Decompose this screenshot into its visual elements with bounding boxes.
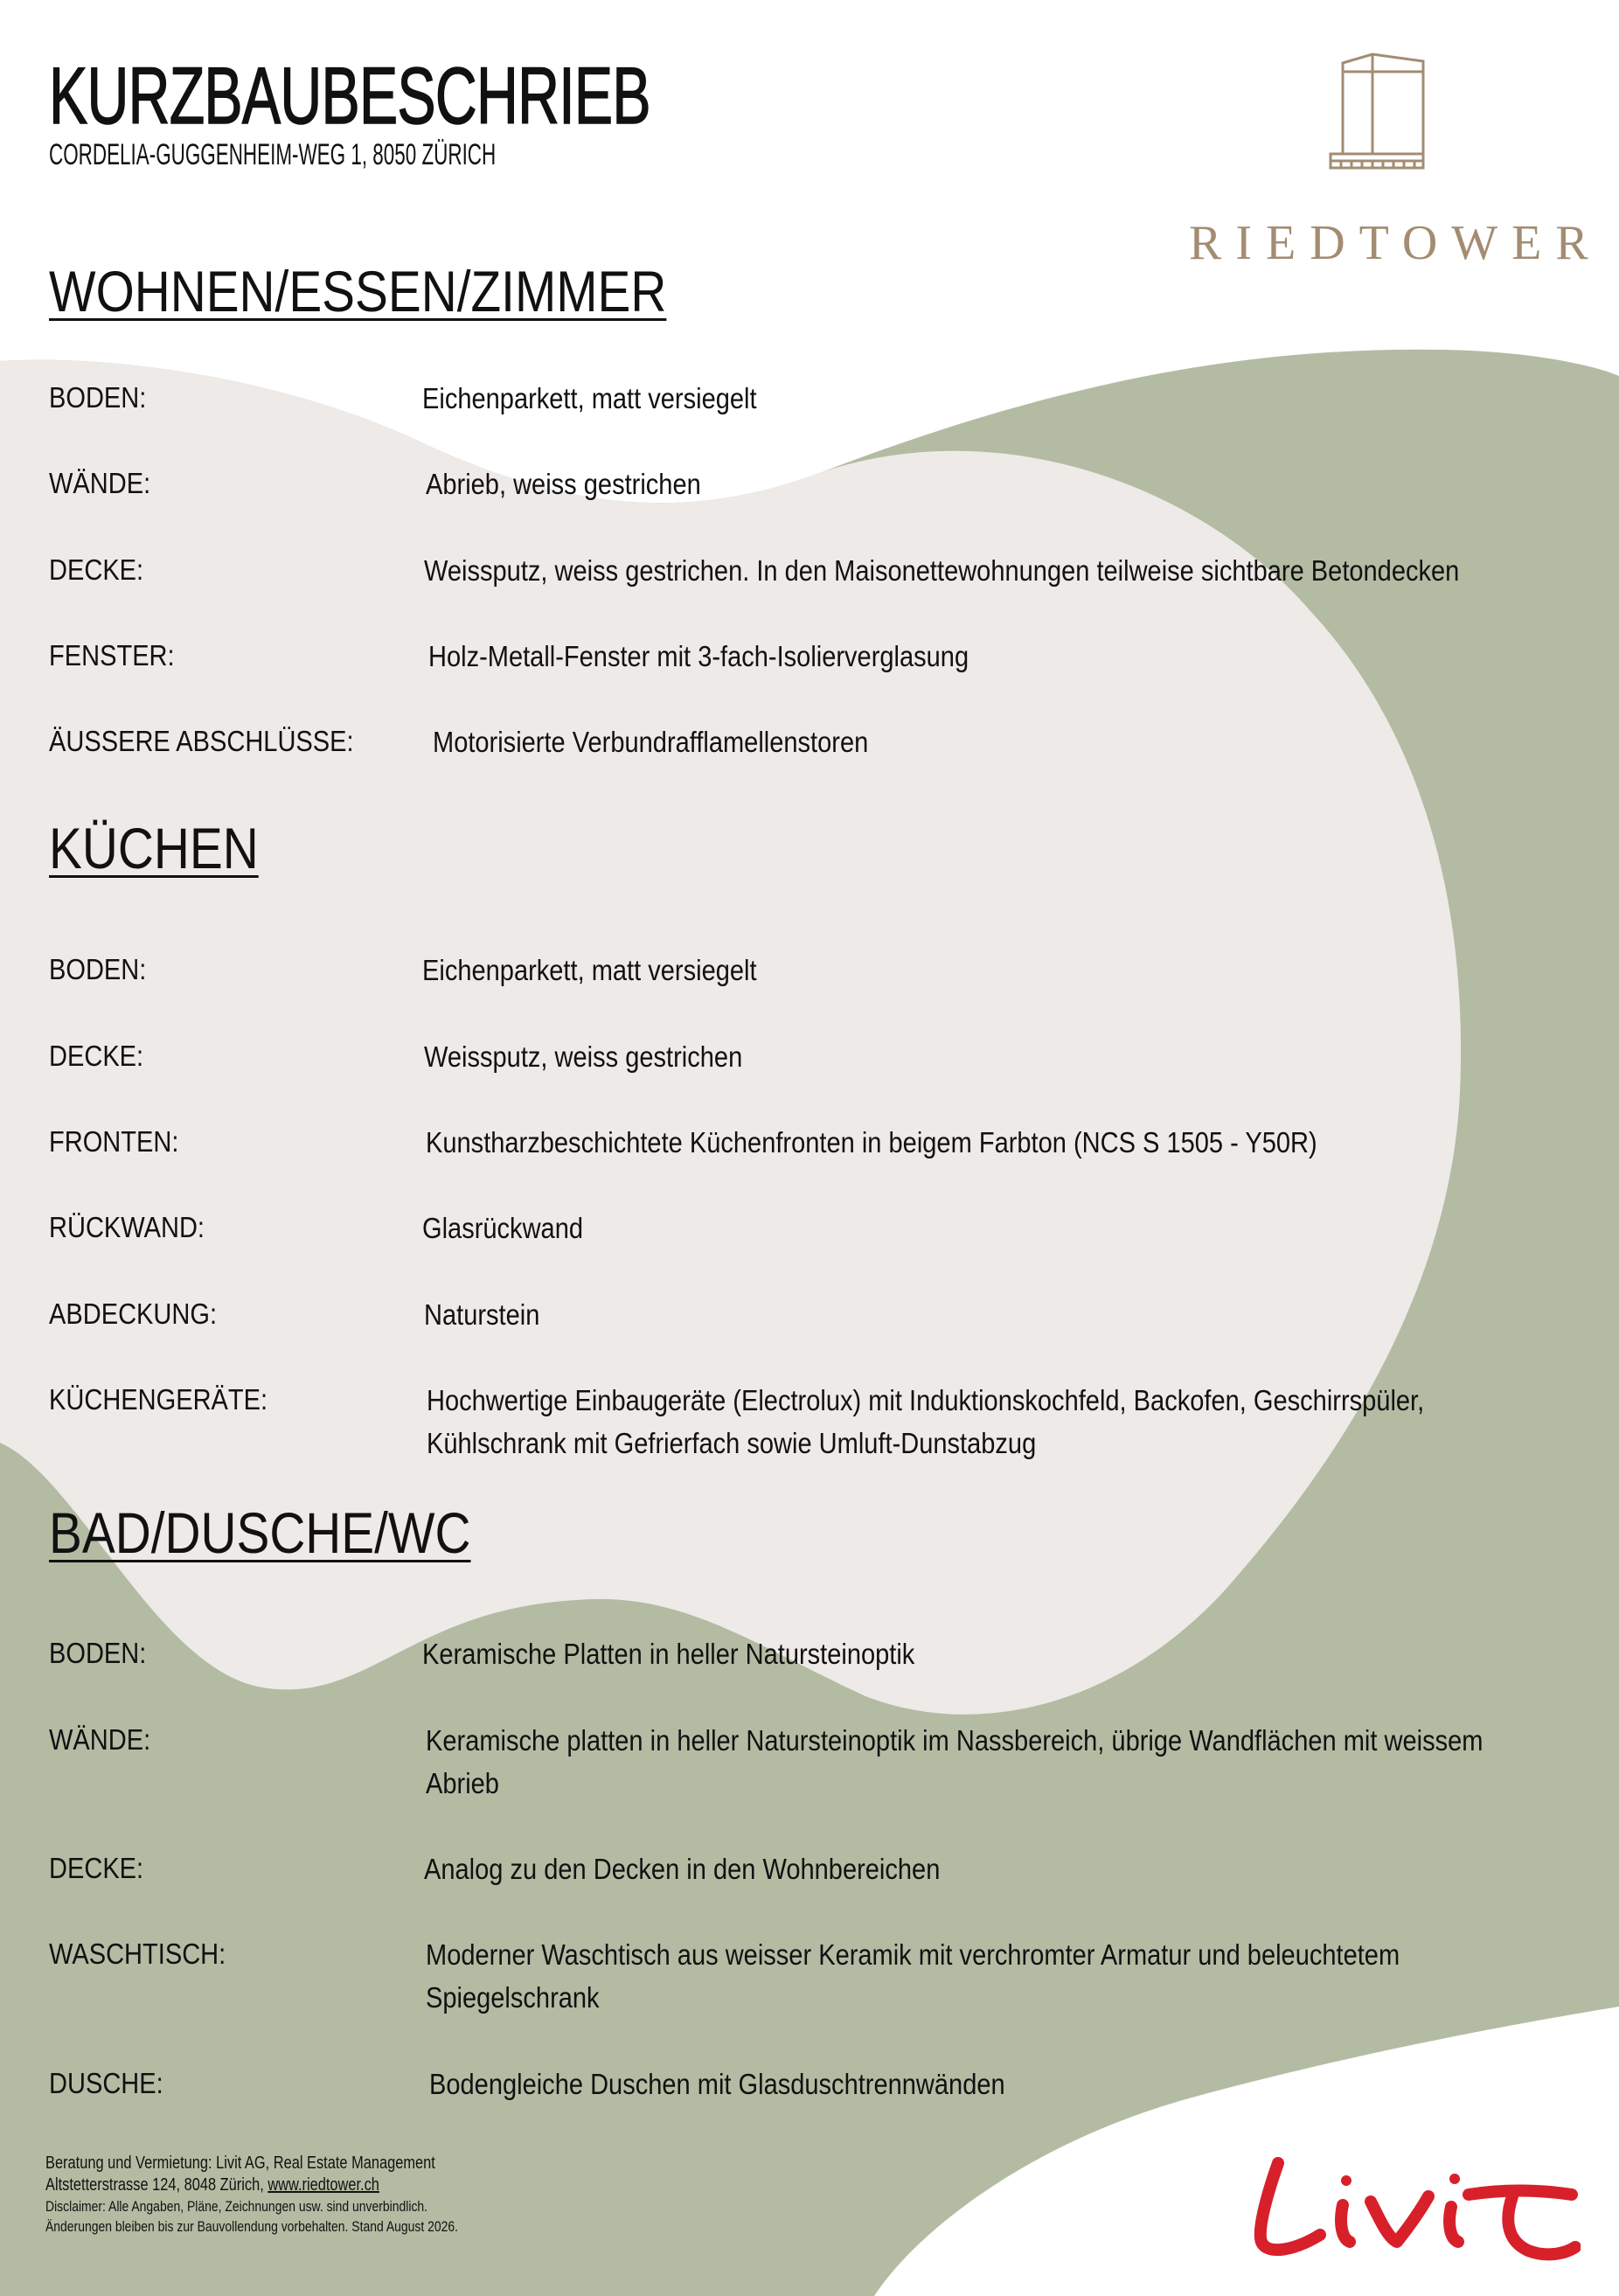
section-title-wohnen: WOHNEN/ESSEN/ZIMMER <box>49 259 667 324</box>
spec-label: ABDECKUNG: <box>49 1298 218 1330</box>
spec-row <box>49 720 1588 762</box>
footer-address-text: Altstetterstrasse 124, 8048 Zürich, <box>45 2175 268 2195</box>
footer-disclaimer: Disclaimer: Alle Angaben, Pläne, Zeichnungen usw. sind unverbindlich. <box>45 2198 428 2215</box>
spec-label: WASCHTISCH: <box>49 1938 226 1970</box>
spec-value: Bodengleiche Duschen mit Glasduschtrennwänden <box>429 2068 1005 2100</box>
spec-value: Keramische Platten in heller Natursteinoptik <box>422 1638 915 1670</box>
section-title-bad: BAD/DUSCHE/WC <box>49 1500 471 1565</box>
website-link[interactable]: www.riedtower.ch <box>268 2175 379 2195</box>
spec-label: WÄNDE: <box>49 467 151 499</box>
section-title-kuechen: KÜCHEN <box>49 816 259 880</box>
spec-label: DECKE: <box>49 553 144 586</box>
spec-value: Naturstein <box>424 1298 540 1331</box>
spec-value: Eichenparkett, matt versiegelt <box>422 954 757 986</box>
spec-row <box>49 949 1588 991</box>
page-title: KURZBAUBESCHRIEB <box>49 52 650 141</box>
spec-label: KÜCHENGERÄTE: <box>49 1383 268 1416</box>
spec-row <box>49 1379 1588 1465</box>
spec-row <box>49 1847 1588 1889</box>
spec-label: WÄNDE: <box>49 1723 151 1756</box>
spec-row <box>49 1121 1588 1163</box>
spec-label: BODEN: <box>49 381 147 414</box>
footer-contact: Beratung und Vermietung: Livit AG, Real Estate Management <box>45 2153 435 2173</box>
spec-value: Analog zu den Decken in den Wohnbereichen <box>424 1853 941 1885</box>
spec-row <box>49 1719 1588 1805</box>
spec-value: Abrieb, weiss gestrichen <box>426 468 701 500</box>
spec-value: Holz-Metall-Fenster mit 3-fach-Isolierverglasung <box>428 640 969 672</box>
tower-icon <box>1329 51 1425 191</box>
spec-value: Weissputz, weiss gestrichen <box>424 1040 743 1073</box>
riedtower-wordmark: RIEDTOWER <box>1189 216 1602 270</box>
spec-row <box>49 377 1588 419</box>
spec-value: Kunstharzbeschichtete Küchenfronten in beigem Farbton (NCS S 1505 - Y50R) <box>426 1126 1317 1158</box>
spec-value: Hochwertige Einbaugeräte (Electrolux) mit Induktionskochfeld, Backofen, Geschirrspüler, Kühlschrank mit Gefrierfach sowie Umluft-Dunstabzug <box>427 1384 1425 1459</box>
spec-value: Keramische platten in heller Natursteinoptik im Nassbereich, übrige Wandflächen mit weissem Abrieb <box>426 1724 1484 1799</box>
spec-label: DECKE: <box>49 1852 144 1884</box>
spec-value: Motorisierte Verbundrafflamellenstoren <box>433 726 869 758</box>
spec-row <box>49 2063 1588 2105</box>
livit-logo <box>1240 2144 1581 2266</box>
spec-row <box>49 635 1588 677</box>
spec-row <box>49 1933 1588 2019</box>
spec-label: DECKE: <box>49 1040 144 1072</box>
spec-label: FRONTEN: <box>49 1125 179 1158</box>
spec-value: Glasrückwand <box>422 1212 584 1244</box>
spec-row <box>49 1632 1588 1674</box>
spec-row <box>49 549 1588 591</box>
spec-label: RÜCKWAND: <box>49 1211 205 1243</box>
spec-row <box>49 1293 1588 1335</box>
riedtower-logo <box>1189 51 1602 270</box>
spec-label: BODEN: <box>49 953 147 985</box>
spec-label: ÄUSSERE ABSCHLÜSSE: <box>49 725 354 757</box>
footer <box>45 2153 490 2237</box>
address: CORDELIA-GUGGENHEIM-WEG 1, 8050 ZÜRICH <box>49 138 497 171</box>
spec-label: DUSCHE: <box>49 2067 163 2099</box>
spec-row <box>49 1035 1588 1077</box>
spec-label: BODEN: <box>49 1637 147 1669</box>
footer-address <box>45 2174 490 2196</box>
footer-disclaimer: Änderungen bleiben bis zur Bauvollendung vorbehalten. Stand August 2026. <box>45 2218 458 2235</box>
spec-row <box>49 463 1588 504</box>
spec-label: FENSTER: <box>49 639 175 671</box>
spec-value: Moderner Waschtisch aus weisser Keramik mit verchromter Armatur und beleuchtetem Spiegelschrank <box>426 1938 1400 2014</box>
spec-row <box>49 1207 1588 1249</box>
spec-value: Weissputz, weiss gestrichen. In den Maisonettewohnungen teilweise sichtbare Betondecken <box>424 554 1460 587</box>
spec-value: Eichenparkett, matt versiegelt <box>422 382 757 414</box>
